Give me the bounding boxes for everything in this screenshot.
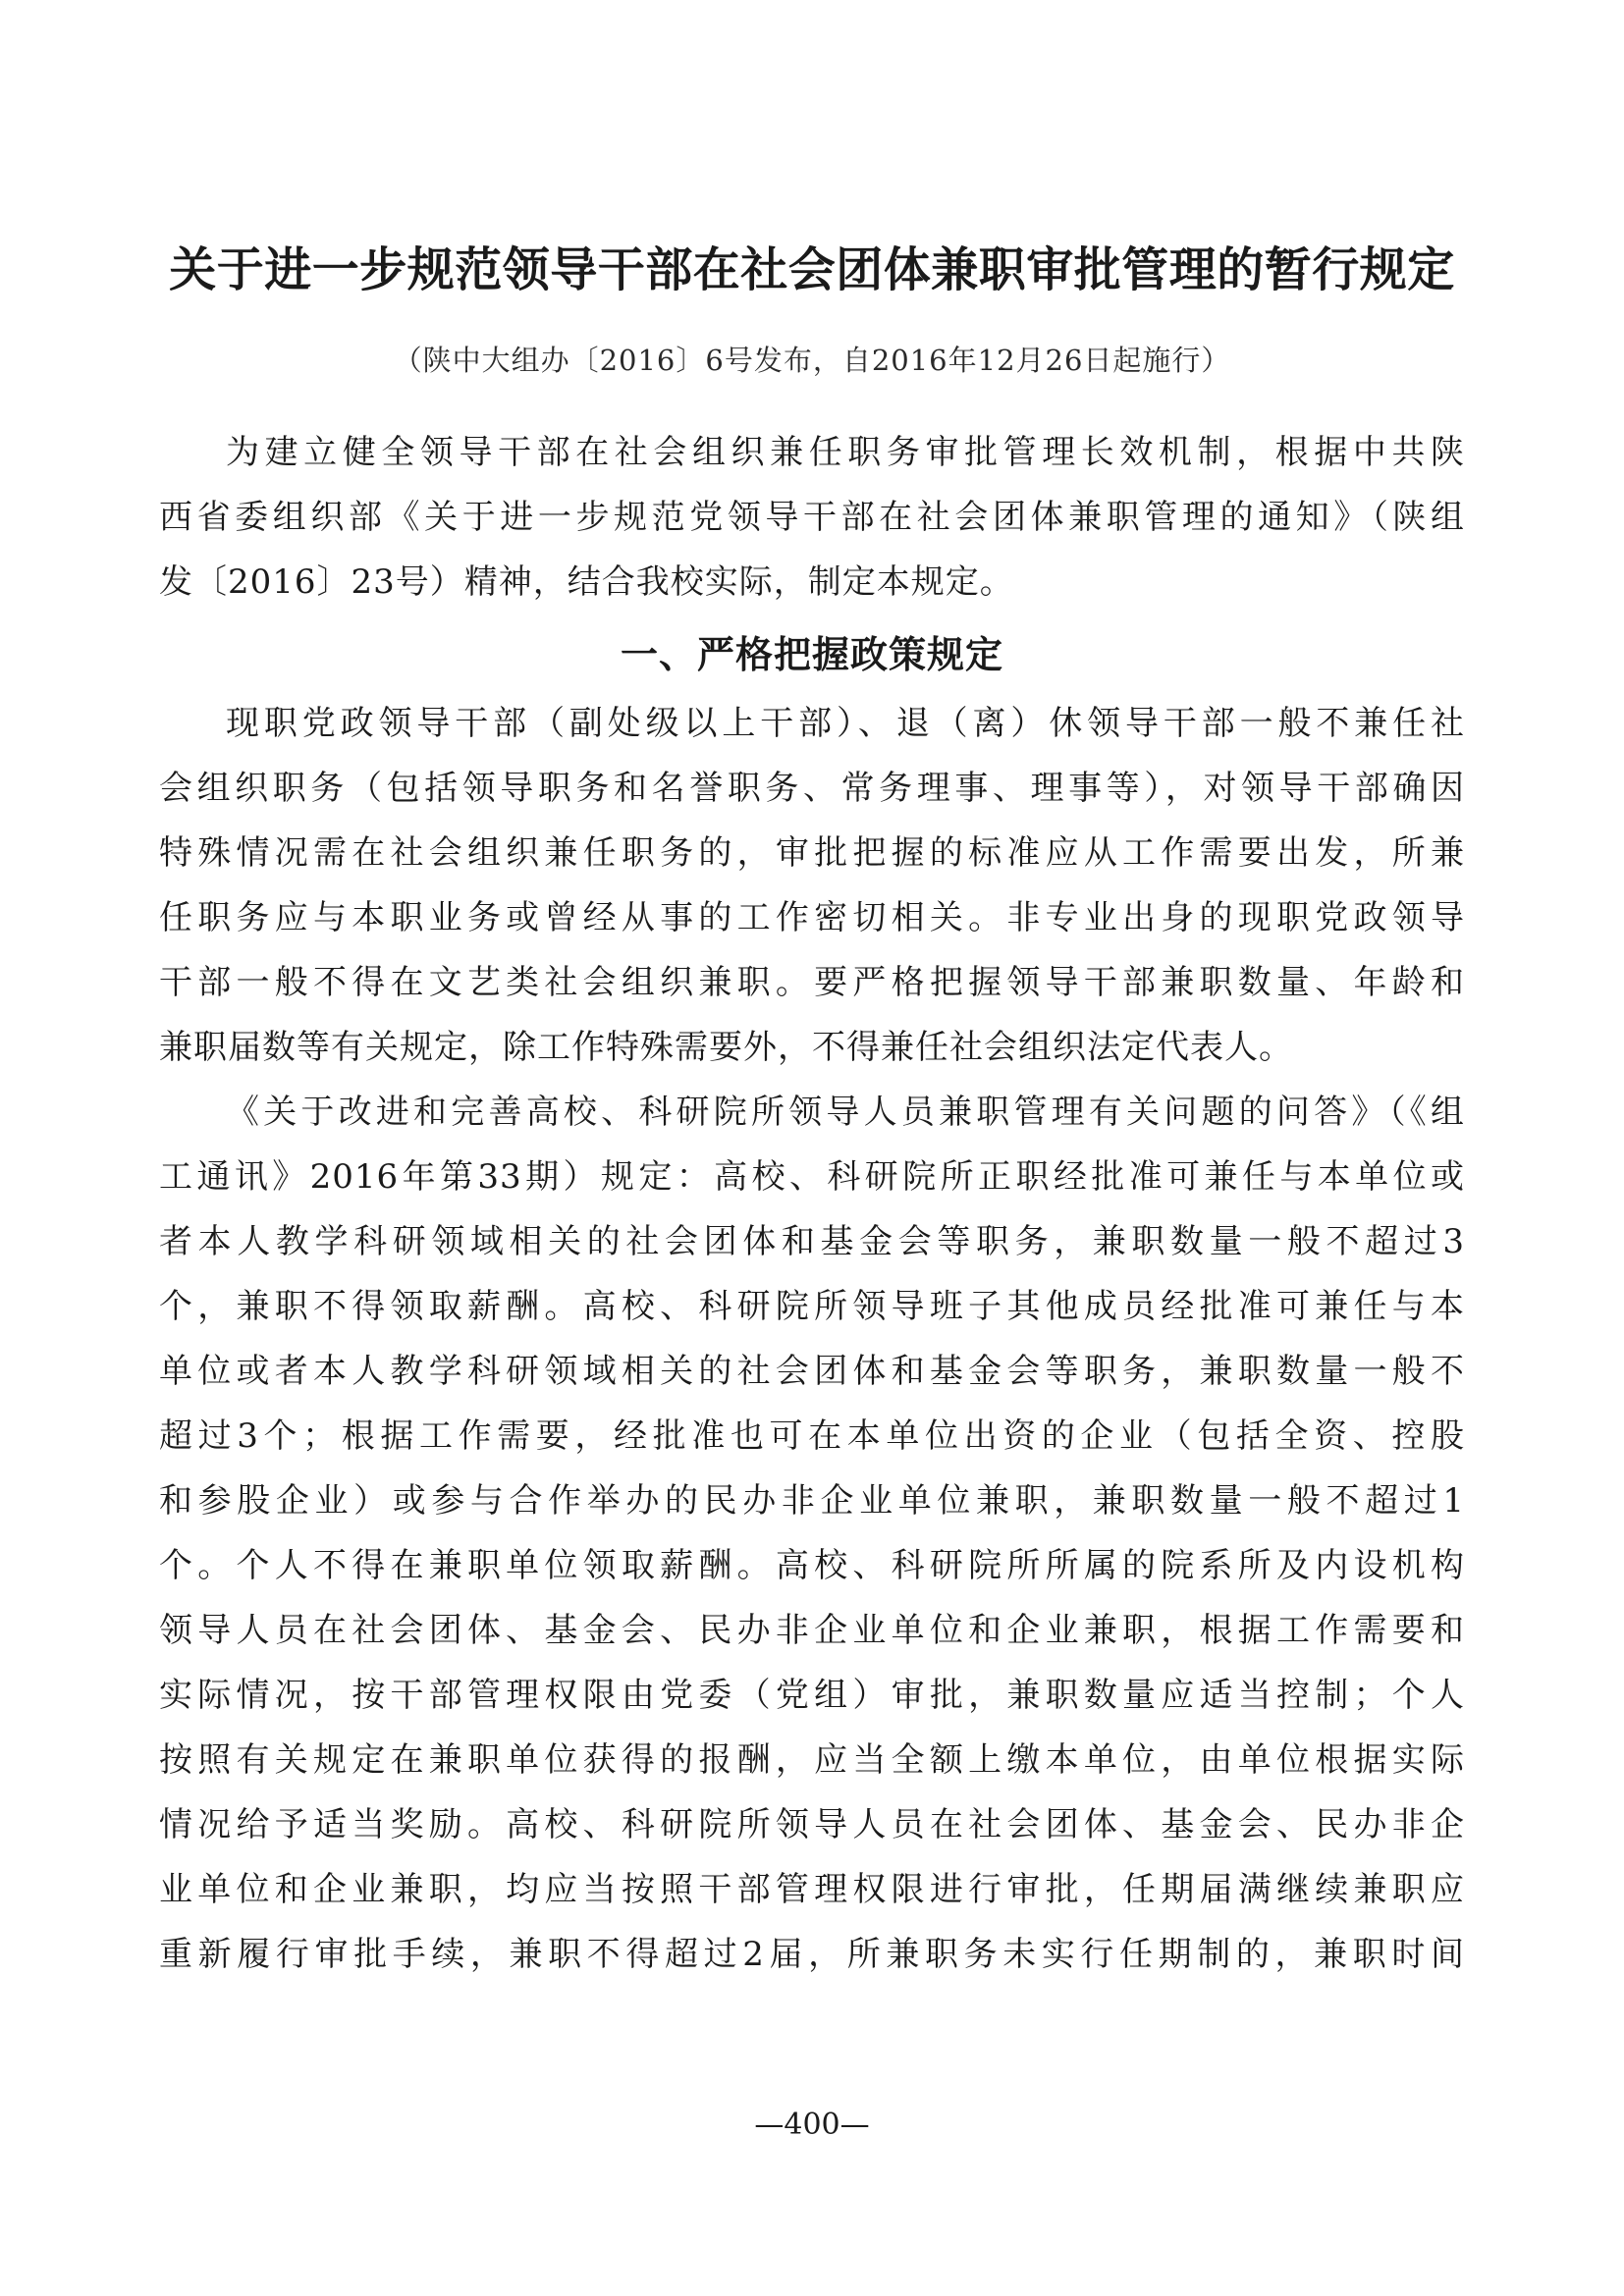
section-heading: 一、严格把握政策规定 [620,633,1003,676]
section-1-paragraph-1 [159,691,1465,1080]
text-line: 个。个人不得在兼职单位领取薪酬。高校、科研院所所属的院系所及内设机构 [159,1546,1465,1585]
section-1-paragraph-2 [159,1080,1465,1987]
text-line: 超过3个；根据工作需要，经批准也可在本单位出资的企业（包括全资、控股 [159,1416,1465,1456]
document-subtitle: （陕中大组办〔2016〕6号发布，自2016年12月26日起施行） [393,344,1231,377]
text-line: 单位或者本人教学科研领域相关的社会团体和基金会等职务，兼职数量一般不 [159,1352,1465,1391]
text-line: 特殊情况需在社会组织兼任职务的，审批把握的标准应从工作需要出发，所兼 [159,833,1465,873]
text-line: 和参股企业）或参与合作举办的民办非企业单位兼职，兼职数量一般不超过1 [159,1481,1465,1521]
text-line: 发〔2016〕23号）精神，结合我校实际，制定本规定。 [159,562,1014,602]
text-line: 干部一般不得在文艺类社会组织兼职。要严格把握领导干部兼职数量、年龄和 [159,963,1465,1002]
text-line: 《关于改进和完善高校、科研院所领导人员兼职管理有关问题的问答》（《组 [226,1093,1465,1132]
text-line: 为建立健全领导干部在社会组织兼任职务审批管理长效机制，根据中共陕 [226,433,1465,472]
document-title: 关于进一步规范领导干部在社会团体兼职审批管理的暂行规定 [169,242,1455,297]
text-line: 按照有关规定在兼职单位获得的报酬，应当全额上缴本单位，由单位根据实际 [159,1740,1465,1780]
text-line: 西省委组织部《关于进一步规范党领导干部在社会团体兼职管理的通知》（陕组 [159,498,1465,537]
text-line: 重新履行审批手续，兼职不得超过2届，所兼职务未实行任期制的，兼职时间 [159,1935,1465,1974]
text-line: 业单位和企业兼职，均应当按照干部管理权限进行审批，任期届满继续兼职应 [159,1870,1465,1909]
document-page [159,231,1465,1987]
text-line: 实际情况，按干部管理权限由党委（党组）审批，兼职数量应适当控制；个人 [159,1676,1465,1715]
text-line: 个，兼职不得领取薪酬。高校、科研院所领导班子其他成员经批准可兼任与本 [159,1287,1465,1326]
text-line: 情况给予适当奖励。高校、科研院所领导人员在社会团体、基金会、民办非企 [159,1805,1465,1844]
text-line: 会组织职务（包括领导职务和名誉职务、常务理事、理事等），对领导干部确因 [159,769,1465,808]
text-line: 任职务应与本职业务或曾经从事的工作密切相关。非专业出身的现职党政领导 [159,898,1465,937]
text-line: 兼职届数等有关规定，除工作特殊需要外，不得兼任社会组织法定代表人。 [159,1028,1293,1067]
text-line: 者本人教学科研领域相关的社会团体和基金会等职务，兼职数量一般不超过3 [159,1222,1465,1261]
page-number: —400— [754,2108,870,2142]
text-line: 工通讯》2016年第33期）规定：高校、科研院所正职经批准可兼任与本单位或 [159,1157,1465,1197]
intro-paragraph [159,420,1465,614]
text-line: 领导人员在社会团体、基金会、民办非企业单位和企业兼职，根据工作需要和 [159,1611,1465,1650]
text-line: 现职党政领导干部（副处级以上干部）、退（离）休领导干部一般不兼任社 [226,704,1465,743]
